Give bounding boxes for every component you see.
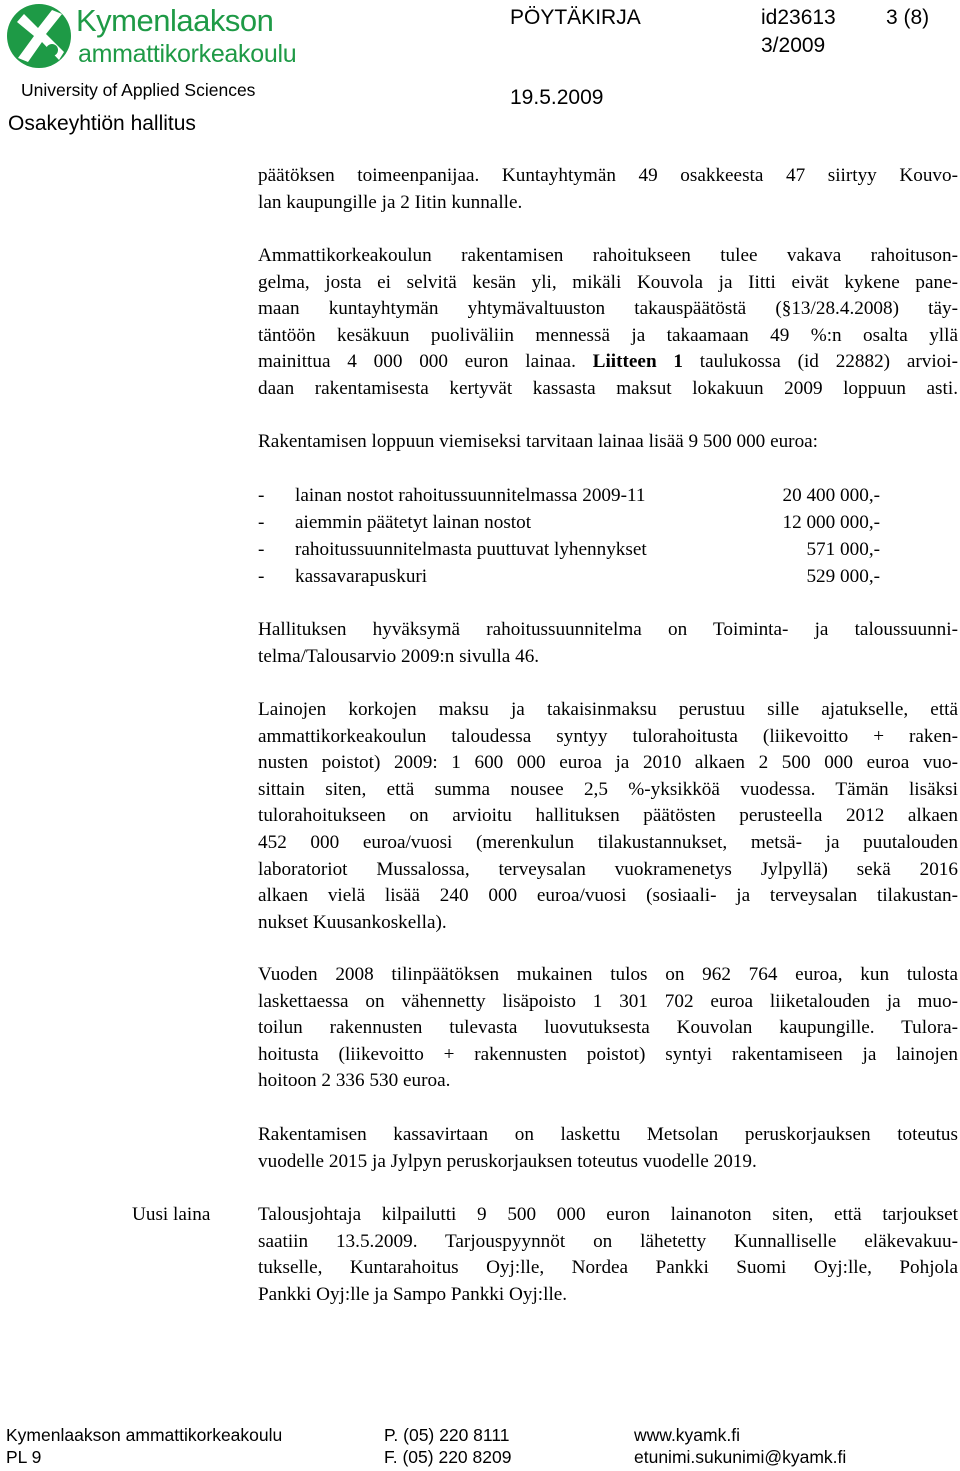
meeting-number: 3/2009 xyxy=(761,34,826,57)
text-line: maan kuntayhtymän yhtymävaltuuston takauspäätöstä (§13/28.4.2008) täy- xyxy=(258,298,958,320)
list-item xyxy=(258,482,880,509)
footer-org: Kymenlaakson ammattikorkeakoulu xyxy=(6,1425,283,1445)
text-line: tulorahoitukseen on arvioitu hallituksen päätösten perusteella 2012 alkaen xyxy=(258,805,958,827)
logo-name-line2: ammattikorkeakoulu xyxy=(78,40,297,68)
text-line: sittain siten, että summa nousee 2,5 %-yksikköä vuodessa. Tämän lisäksi xyxy=(258,778,958,800)
text-line xyxy=(258,349,958,376)
footer-email-link[interactable]: etunimi.sukunimi@kyamk.fi xyxy=(634,1447,847,1467)
text-line: hoitusta (liikevoitto + rakennusten poistot) syntyi rakentamiseen ja lainojen xyxy=(258,1043,958,1065)
paragraph-financing-plan xyxy=(258,617,958,670)
list-item xyxy=(258,536,880,563)
logo-tagline: University of Applied Sciences xyxy=(21,80,256,100)
loan-item-label: lainan nostot rahoitussuunnitelmassa 2009-11 xyxy=(295,485,646,506)
text-line: Pankki Oyj:lle ja Sampo Pankki Oyj:lle. xyxy=(258,1283,568,1305)
text-line: päätöksen toimeenpanijaa. Kuntayhtymän 49 osakkeesta 47 siirtyy Kouvo- xyxy=(258,165,958,186)
list-bullet: - xyxy=(258,512,265,533)
text-segment: mainittua 4 000 000 euron lainaa. xyxy=(258,351,576,373)
text-line: laskettaessa on vähennetty lisäpoisto 1 301 702 euroa liiketalouden ja muo- xyxy=(258,990,958,1012)
text-line: ammattikorkeakoulun taloudessa syntyy tulorahoitusta (liikevoitto + raken- xyxy=(258,725,958,747)
text-line: vuodelle 2015 ja Jylpyn peruskorjauksen toteutus vuodelle 2019. xyxy=(258,1150,757,1172)
text-line: täntöön kesäkuun puoliväliin mennessä ja takaamaan 49 %:n osalta yllä xyxy=(258,324,958,346)
text-line: alkaen vielä lisää 240 000 euroa/vuosi (sosiaali- ja terveysalan tilakustan- xyxy=(258,885,958,907)
paragraph-repayment xyxy=(258,697,958,936)
list-item xyxy=(258,563,880,590)
paragraph-funding-problem xyxy=(258,243,958,403)
text-line: Lainojen korkojen maksu ja takaisinmaksu perustuu sille ajatukselle, että xyxy=(258,699,958,720)
side-heading-new-loan: Uusi laina xyxy=(132,1204,211,1225)
footer-pobox: PL 9 xyxy=(6,1447,42,1467)
list-bullet: - xyxy=(258,539,265,560)
text-line: 452 000 euroa/vuosi (merenkulun tilakustannukset, metsä- ja puutalouden xyxy=(258,831,958,853)
kyamk-logo xyxy=(4,2,297,104)
paragraph-cashflow xyxy=(258,1122,958,1175)
text-line: Rakentamisen kassavirtaan on laskettu Metsolan peruskorjauksen toteutus xyxy=(258,1124,958,1145)
footer-website-link[interactable]: www.kyamk.fi xyxy=(634,1425,740,1445)
text-line: laboratoriot Mussalossa, terveysalan vuokramenetys Jylpyllä) sekä 2016 xyxy=(258,858,958,880)
footer-fax: F. (05) 220 8209 xyxy=(384,1447,512,1467)
loan-item-amount: 12 000 000,- xyxy=(782,512,880,533)
meeting-date: 19.5.2009 xyxy=(510,86,604,109)
loan-item-label: aiemmin päätetyt lainan nostot xyxy=(295,512,532,533)
paragraph-2008-result xyxy=(258,962,958,1095)
loan-item-amount: 571 000,- xyxy=(806,539,880,560)
paragraph-new-loan xyxy=(258,1202,958,1308)
loan-item-label: kassavarapuskuri xyxy=(295,566,428,587)
text-line: hoitoon 2 336 530 euroa. xyxy=(258,1070,451,1092)
text-line: gelma, josta ei selvitä kesän yli, mikäli Kouvola ja Iitti eivät kykene pane- xyxy=(258,271,958,293)
list-bullet: - xyxy=(258,566,265,587)
footer-phone: P. (05) 220 8111 xyxy=(384,1425,510,1445)
paragraph-loan-need xyxy=(258,429,958,456)
text-line: lan kaupungille ja 2 Iitin kunnalle. xyxy=(258,191,523,213)
text-line: nukset Kuusankoskella). xyxy=(258,911,447,933)
list-bullet: - xyxy=(258,485,265,506)
loan-item-label: rahoitussuunnitelmasta puuttuvat lyhennykset xyxy=(295,539,647,560)
text-line: saatiin 13.5.2009. Tarjouspyynnöt on lähetetty Kunnalliselle eläkevakuu- xyxy=(258,1230,958,1252)
page-number: 3 (8) xyxy=(886,6,930,29)
organ-name: Osakeyhtiön hallitus xyxy=(8,112,196,135)
loan-item-amount: 20 400 000,- xyxy=(782,485,880,506)
text-line: tukselle, Kuntarahoitus Oyj:lle, Nordea Pankki Suomi Oyj:lle, Pohjola xyxy=(258,1257,958,1279)
list-item xyxy=(258,509,880,536)
attachment-reference: Liitteen 1 xyxy=(592,351,683,373)
text-line: Hallituksen hyväksymä rahoitussuunnitelma on Toiminta- ja taloussuunni- xyxy=(258,619,958,640)
paragraph-continuation xyxy=(258,163,958,216)
logo-name-line1: Kymenlaakson xyxy=(76,3,274,38)
text-line: Ammattikorkeakoulun rakentamisen rahoitukseen tulee vakava rahoituson- xyxy=(258,245,958,266)
doc-type: PÖYTÄKIRJA xyxy=(510,6,641,29)
doc-id: id23613 xyxy=(761,6,836,29)
text-line: Talousjohtaja kilpailutti 9 500 000 euron lainanoton siten, että tarjoukset xyxy=(258,1204,958,1225)
text-segment: taulukossa (id 22882) arvioi- xyxy=(683,351,958,373)
text-line: nusten poistot) 2009: 1 600 000 euroa ja 2010 alkaen 2 500 000 euroa vuo- xyxy=(258,752,958,774)
text-line: Rakentamisen loppuun viemiseksi tarvitaan lainaa lisää 9 500 000 euroa: xyxy=(258,431,819,452)
text-line: daan rakentamisesta kertyvät kassasta maksut lokakuun 2009 loppuun asti. xyxy=(258,377,958,399)
text-line: toilun rakennusten tulevasta luovutuksesta Kouvolan kaupungille. Tulora- xyxy=(258,1017,958,1039)
text-line: Vuoden 2008 tilinpäätöksen mukainen tulos on 962 764 euroa, kun tulosta xyxy=(258,964,958,985)
loan-item-amount: 529 000,- xyxy=(806,566,880,587)
text-line: telma/Talousarvio 2009:n sivulla 46. xyxy=(258,645,540,667)
